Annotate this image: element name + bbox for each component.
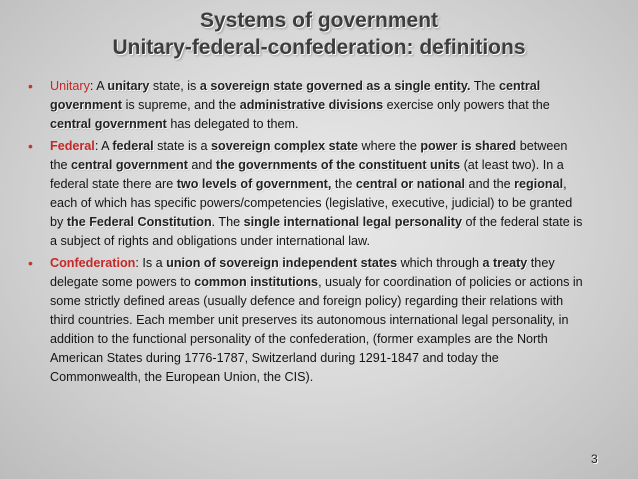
text: they delegate some powers to — [50, 256, 555, 289]
text: The — [470, 79, 499, 93]
emphasis: two levels of government, — [176, 177, 332, 191]
text: , each of which has specific powers/competencies (legislative, executive, judicial) to be granted by — [50, 177, 573, 229]
text: : A — [89, 79, 108, 93]
text: has delegated to them. — [166, 117, 299, 131]
emphasis: central government — [50, 117, 167, 131]
text: of the federal state is a subject of rights and obligations under international law. — [50, 215, 583, 248]
emphasis: sovereign complex state — [211, 139, 359, 153]
emphasis: federal — [112, 139, 154, 153]
text: : A — [94, 139, 113, 153]
emphasis: single international legal personality — [243, 215, 462, 229]
emphasis: regional — [514, 177, 564, 191]
text: , usualy for coordination of policies or actions in some strictly defined areas (usually defence and foreign policy) regarding their relations with third countries. Each member unit preserves its autonomous international legal personality, in addition to the functional personality of the confederation, (former examples are the North American States during 1776-1787, Switzerland during 1291-1847 and today the Commonwealth, the European Union, the CIS). — [50, 275, 583, 384]
text: and the — [465, 177, 515, 191]
text: which through — [397, 256, 483, 270]
text: between the — [50, 139, 568, 172]
text: the — [331, 177, 356, 191]
emphasis: central or national — [355, 177, 466, 191]
emphasis: a sovereign state governed as a single entity. — [199, 79, 471, 93]
text: exercise only powers that the — [383, 98, 550, 112]
bullet-dot-icon: • — [28, 138, 33, 154]
text: and — [187, 158, 216, 172]
bullet-dot-icon: • — [28, 255, 33, 271]
text: state, is — [149, 79, 200, 93]
slide-title — [0, 7, 638, 61]
term-unitary: Unitary — [50, 79, 90, 93]
text: : Is a — [135, 256, 167, 270]
text: is supreme, and the — [122, 98, 240, 112]
text: where the — [358, 139, 421, 153]
bullet-confederation — [26, 254, 586, 387]
title-line-1: Systems of government — [199, 9, 439, 32]
bullet-federal — [26, 137, 586, 251]
term-confederation: Confederation — [50, 256, 136, 270]
emphasis: unitary — [107, 79, 150, 93]
title-line-2: Unitary-federal-confederation: definitions — [112, 36, 526, 59]
emphasis: power is shared — [420, 139, 517, 153]
emphasis: the Federal Constitution — [66, 215, 212, 229]
emphasis: a treaty — [482, 256, 528, 270]
bullet-dot-icon: • — [28, 78, 33, 94]
emphasis: union of sovereign independent states — [166, 256, 398, 270]
page-number: 3 — [591, 452, 598, 466]
emphasis: central government — [50, 79, 541, 112]
text: (at least two). In a federal state there are — [50, 158, 564, 191]
text: . The — [211, 215, 244, 229]
emphasis: common institutions — [194, 275, 319, 289]
term-federal: Federal — [50, 139, 95, 153]
emphasis: the governments of the constituent units — [215, 158, 461, 172]
bullet-list — [26, 77, 586, 390]
bullet-unitary — [26, 77, 586, 134]
emphasis: central government — [71, 158, 188, 172]
emphasis: administrative divisions — [239, 98, 384, 112]
text: state is a — [153, 139, 212, 153]
